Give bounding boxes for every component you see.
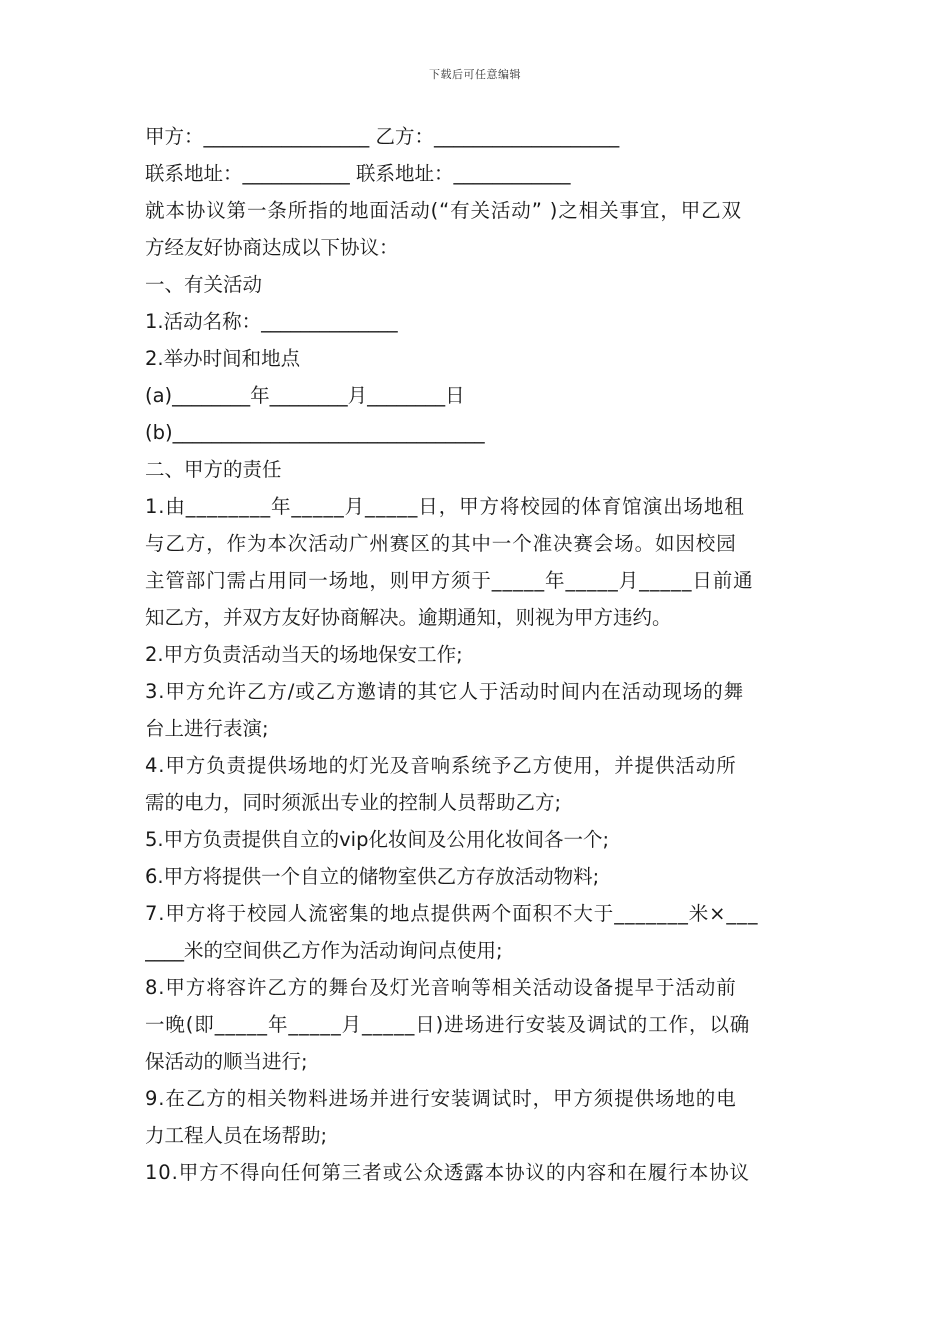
clause-line: 一晚(即_____年_____月_____日)进场进行安装及调试的工作，以确 [145, 1013, 751, 1036]
page-header: 下载后可任意编辑 [429, 68, 521, 81]
party-line: 甲方：_________________ 乙方：___________________ [145, 125, 620, 148]
clause-line: (a)________年________月________日 [145, 384, 465, 407]
clause-line: 8.甲方将容许乙方的舞台及灯光音响等相关活动设备提早于活动前 [145, 976, 737, 999]
section-heading: 二、甲方的责任 [145, 458, 282, 481]
clause-line: 1.由________年_____月_____日，甲方将校园的体育馆演出场地租 [145, 495, 745, 518]
clause-line: 6.甲方将提供一个自立的储物室供乙方存放活动物料; [145, 865, 600, 888]
clause-line: 与乙方，作为本次活动广州赛区的其中一个准决赛会场。如因校园 [145, 532, 737, 555]
clause-line: 4.甲方负责提供场地的灯光及音响系统予乙方使用，并提供活动所 [145, 754, 737, 777]
document-body [145, 118, 810, 1191]
clause-line: 知乙方，并双方友好协商解决。逾期通知，则视为甲方违约。 [145, 606, 672, 629]
clause-line: 3.甲方允许乙方/或乙方邀请的其它人于活动时间内在活动现场的舞 [145, 680, 745, 703]
clause-line: 力工程人员在场帮助; [145, 1124, 328, 1147]
clause-line: ____米的空间供乙方作为活动询问点使用; [145, 939, 503, 962]
clause-line: 保活动的顺当进行; [145, 1050, 308, 1073]
clause-line: 2.举办时间和地点 [145, 347, 301, 370]
clause-line: 2.甲方负责活动当天的场地保安工作; [145, 643, 463, 666]
address-line: 联系地址：___________ 联系地址：____________ [145, 162, 571, 185]
clause-line: 10.甲方不得向任何第三者或公众透露本协议的内容和在履行本协议 [145, 1161, 750, 1184]
clause-line: 7.甲方将于校园人流密集的地点提供两个面积不大于_______米×___ [145, 902, 759, 925]
clause-line: 需的电力，同时须派出专业的控制人员帮助乙方; [145, 791, 562, 814]
clause-line: 1.活动名称：______________ [145, 310, 398, 333]
intro-line: 就本协议第一条所指的地面活动(“有关活动” )之相关事宜，甲乙双 [145, 199, 742, 222]
clause-line: 台上进行表演; [145, 717, 269, 740]
clause-line: 主管部门需占用同一场地，则甲方须于_____年_____月_____日前通 [145, 569, 754, 592]
clause-line: (b)________________________________ [145, 421, 485, 444]
intro-line: 方经友好协商达成以下协议： [145, 236, 399, 259]
clause-line: 9.在乙方的相关物料进场并进行安装调试时，甲方须提供场地的电 [145, 1087, 737, 1110]
section-heading: 一、有关活动 [145, 273, 263, 296]
clause-line: 5.甲方负责提供自立的vip化妆间及公用化妆间各一个; [145, 828, 610, 851]
